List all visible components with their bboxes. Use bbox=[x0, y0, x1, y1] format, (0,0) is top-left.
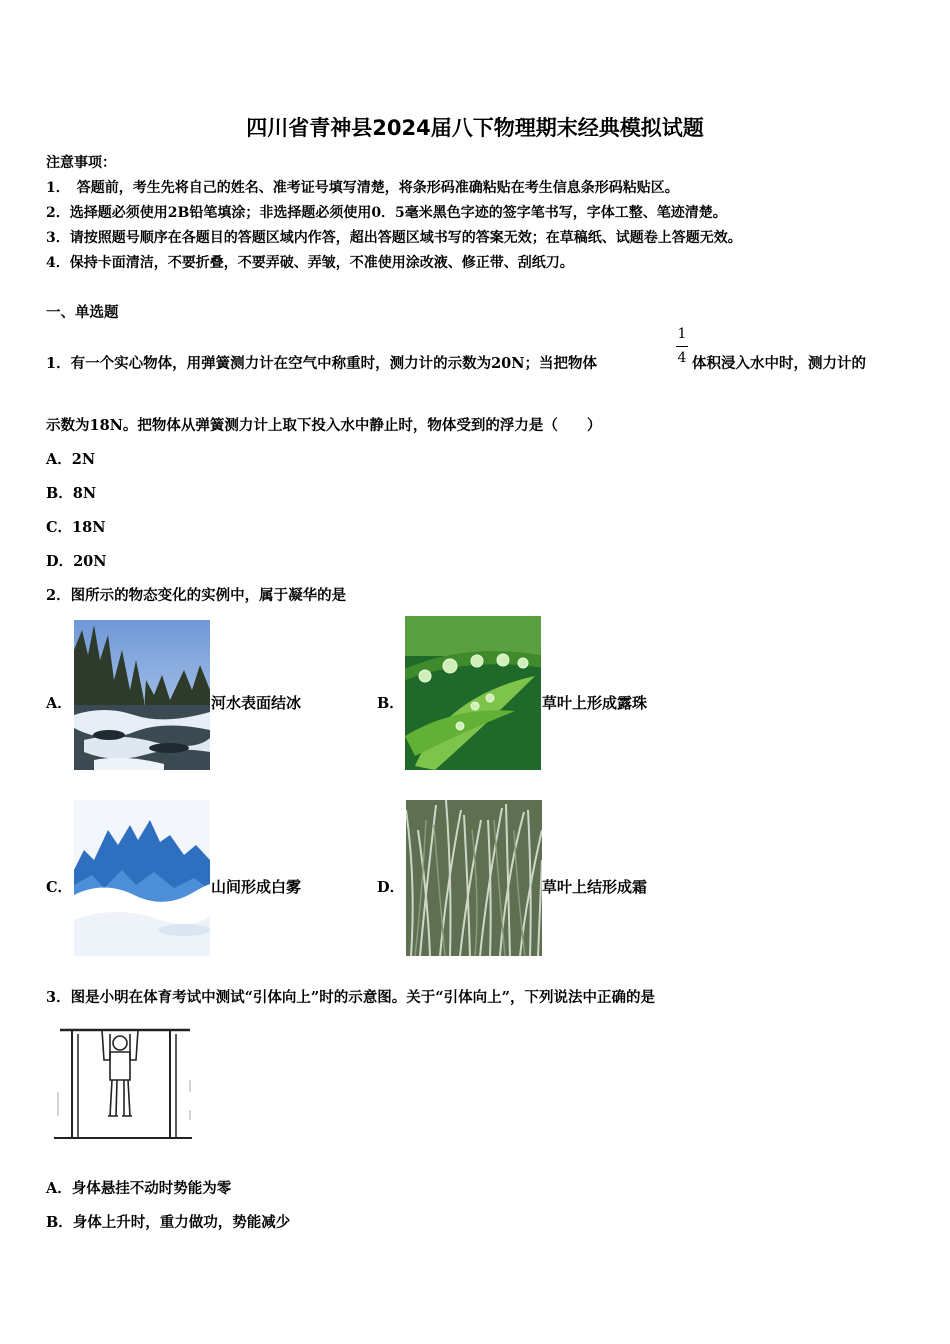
notice-heading: 注意事项： bbox=[46, 155, 116, 171]
q2-option-a-caption: 河水表面结冰 bbox=[211, 694, 302, 712]
notice-item: 2．选择题必须使用2B铅笔填涂；非选择题必须使用0．5毫米黑色字迹的签字笔书写，字体工整、笔迹清楚。 bbox=[46, 205, 727, 221]
q2-option-d-letter[interactable]: D． bbox=[377, 879, 405, 896]
q3-option-a[interactable]: A．身体悬挂不动时势能为零 bbox=[46, 1180, 232, 1197]
page-title: 四川省青神县2024届八下物理期末经典模拟试题 bbox=[246, 116, 704, 140]
q2-option-c-caption: 山间形成白雾 bbox=[211, 878, 302, 896]
q2-option-b-caption: 草叶上形成露珠 bbox=[542, 694, 648, 712]
section-heading: 一、单选题 bbox=[46, 304, 119, 321]
q1-line2: 示数为18N。把物体从弹簧测力计上取下投入水中静止时，物体受到的浮力是（ ） bbox=[46, 417, 602, 434]
q1-fraction-numerator: 1 bbox=[677, 326, 687, 342]
q1-option-d[interactable]: D．20N bbox=[46, 553, 107, 570]
q1-fraction-bar bbox=[676, 346, 688, 347]
dew-drops-image bbox=[405, 616, 541, 770]
river-ice-image bbox=[74, 620, 210, 770]
q3-option-b[interactable]: B．身体上升时，重力做功，势能减少 bbox=[46, 1214, 291, 1231]
q3-stem: 3．图是小明在体育考试中测试“引体向上”时的示意图。关于“引体向上”，下列说法中正确的是 bbox=[46, 989, 655, 1006]
q2-option-d-caption: 草叶上结形成霜 bbox=[542, 878, 648, 896]
q2-option-c-letter[interactable]: C． bbox=[46, 879, 73, 896]
fog-mountains-image bbox=[74, 800, 210, 956]
q1-line1-b: 体积浸入水中时，测力计的 bbox=[692, 355, 866, 372]
q1-fraction-denominator: 4 bbox=[677, 350, 687, 366]
notice-item: 3．请按照题号顺序在各题目的答题区域内作答，超出答题区域书写的答案无效；在草稿纸、试题卷上答题无效。 bbox=[46, 230, 742, 246]
frost-grass-image bbox=[406, 800, 542, 956]
notice-item: 4．保持卡面清洁，不要折叠，不要弄破、弄皱，不准使用涂改液、修正带、刮纸刀。 bbox=[46, 255, 574, 271]
q2-option-a-letter[interactable]: A． bbox=[46, 695, 72, 712]
q1-option-b[interactable]: B．8N bbox=[46, 485, 97, 502]
q2-stem: 2．图所示的物态变化的实例中，属于凝华的是 bbox=[46, 587, 347, 604]
notice-item: 1． 答题前，考生先将自己的姓名、准考证号填写清楚，将条形码准确粘贴在考生信息条形码粘贴区。 bbox=[46, 180, 679, 196]
q1-line1-a: 1．有一个实心物体，用弹簧测力计在空气中称重时，测力计的示数为20N；当把物体 bbox=[46, 355, 598, 372]
pull-up-figure bbox=[52, 1020, 202, 1146]
q1-option-a[interactable]: A．2N bbox=[46, 451, 96, 468]
q1-option-c[interactable]: C．18N bbox=[46, 519, 106, 536]
q2-option-b-letter[interactable]: B． bbox=[377, 695, 404, 712]
